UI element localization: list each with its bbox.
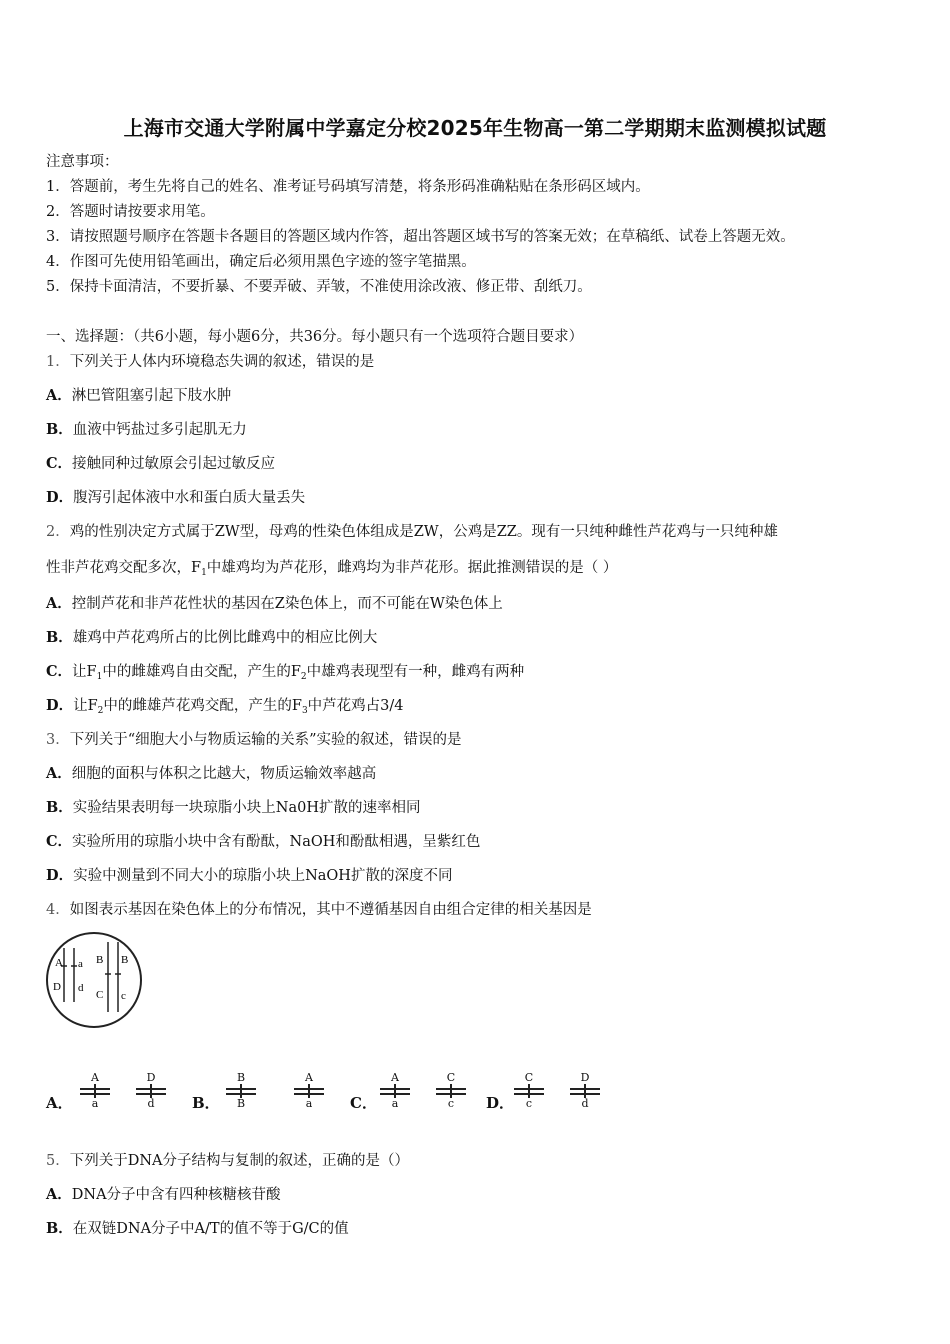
- cell-membrane: [47, 933, 141, 1027]
- q4-option-a-label: A．: [46, 1094, 73, 1112]
- gene-label: d: [78, 982, 84, 994]
- q1-option-b: B．血液中钙盐过多引起肌无力: [46, 421, 247, 438]
- gene-pair: A a: [78, 1066, 112, 1114]
- question-text: 鸡的性别决定方式属于ZW型，母鸡的性染色体组成是ZW，公鸡是ZZ。现有一只纯种雌性芦花鸡与一只纯种雄: [69, 524, 778, 540]
- gene-pair: A a: [378, 1066, 412, 1114]
- q2-option-c: C．让$F_1$中的雌雄鸡自由交配，产生的$F_2$中雄鸡表现型有一种，雌鸡有两种: [46, 663, 525, 682]
- gene-label: C: [96, 989, 104, 1001]
- gene-label: D: [53, 981, 61, 993]
- q3-option-b: B．实验结果表明每一块琼脂小块上Na0H扩散的速率相同: [46, 799, 421, 816]
- q3-option-d: D．实验中测量到不同大小的琼脂小块上NaOH扩散的深度不同: [46, 867, 453, 884]
- gene-label: A: [55, 957, 63, 969]
- question-text: 下列关于DNA分子结构与复制的叙述，正确的是（）: [69, 1153, 410, 1169]
- gene-label: a: [78, 958, 83, 970]
- question-4-stem: [46, 900, 592, 920]
- q2-option-a: A．控制芦花和非芦花性状的基因在Z染色体上，而不可能在W染色体上: [46, 595, 503, 612]
- q2-option-b: B．雄鸡中芦花鸡所占的比例比雌鸡中的相应比例大: [46, 629, 378, 646]
- gene-pair: C c: [512, 1066, 546, 1114]
- notice-item: 5．保持卡面清洁，不要折暴、不要弄破、弄皱，不准使用涂改液、修正带、刮纸刀。: [46, 279, 592, 295]
- q4-option-d-label: D．: [486, 1094, 515, 1112]
- question-number: 4．: [46, 902, 70, 918]
- question-text: 如图表示基因在染色体上的分布情况，其中不遵循基因自由组合定律的相关基因是: [69, 902, 592, 918]
- notice-item: 2．答题时请按要求用笔。: [46, 204, 215, 220]
- gene-pair: D d: [134, 1066, 168, 1114]
- q1-option-c: C．接触同种过敏原会引起过敏反应: [46, 455, 276, 472]
- q1-option-a: A．淋巴管阻塞引起下肢水肿: [46, 387, 232, 404]
- question-number: 2．: [46, 524, 70, 540]
- gene-pair: D d: [568, 1066, 602, 1114]
- q2-option-d: D．让$F_2$中的雌雄芦花鸡交配，产生的$F_3$中芦花鸡占3/4: [46, 697, 404, 716]
- question-1-stem: [46, 352, 374, 372]
- q5-option-a: A．DNA分子中含有四种核糖核苷酸: [46, 1186, 281, 1203]
- section-heading: 一、选择题：（共6小题，每小题6分，共36分。每小题只有一个选项符合题目要求）: [46, 329, 584, 345]
- notice-item: 4．作图可先使用铅笔画出，确定后必须用黑色字迹的签字笔描黑。: [46, 254, 476, 270]
- question-number: 3．: [46, 732, 70, 748]
- q4-option-b-label: B．: [192, 1094, 220, 1112]
- gene-label: c: [121, 990, 126, 1002]
- q1-option-d: D．腹泻引起体液中水和蛋白质大量丢失: [46, 489, 306, 506]
- question-text: 下列关于“细胞大小与物质运输的关系”实验的叙述，错误的是: [69, 732, 462, 748]
- question-3-stem: [46, 730, 462, 750]
- gene-label: B: [96, 954, 104, 966]
- q3-option-c: C．实验所用的琼脂小块中含有酚酞，NaOH和酚酞相遇，呈紫红色: [46, 833, 481, 850]
- q4-options: [46, 1066, 646, 1116]
- q4-option-c-label: C．: [350, 1094, 377, 1112]
- q5-option-b: B．在双链DNA分子中A/T的值不等于G/C的值: [46, 1220, 349, 1237]
- gene-pair: A a: [292, 1066, 326, 1114]
- cell-chromosome-diagram: [44, 930, 144, 1030]
- gene-label: B: [121, 954, 129, 966]
- notice-item: 3．请按照题号顺序在答题卡各题目的答题区域内作答，超出答题区域书写的答案无效；在草稿纸、试卷上答题无效。: [46, 229, 795, 245]
- question-number: 5．: [46, 1153, 70, 1169]
- question-number: 1．: [46, 354, 70, 370]
- question-2-stem: [46, 522, 778, 542]
- notice-item: 1．答题前，考生先将自己的姓名、准考证号码填写清楚，将条形码准确粘贴在条形码区域内。: [46, 179, 650, 195]
- q3-option-a: A．细胞的面积与体积之比越大，物质运输效率越高: [46, 765, 377, 782]
- gene-pair: B B: [224, 1066, 258, 1114]
- gene-pair: C c: [434, 1066, 468, 1114]
- question-5-stem: [46, 1151, 409, 1171]
- question-text: 下列关于人体内环境稳态失调的叙述，错误的是: [69, 354, 375, 370]
- question-2-stem-cont: 性非芦花鸡交配多次，$F_1$中雄鸡均为芦花形，雌鸡均为非芦花形。据此推测错误的是（ ）: [46, 560, 618, 578]
- page-title: 上海市交通大学附属中学嘉定分校2025年生物高一第二学期期末监测模拟试题: [123, 116, 827, 140]
- notice-header: 注意事项：: [46, 154, 119, 170]
